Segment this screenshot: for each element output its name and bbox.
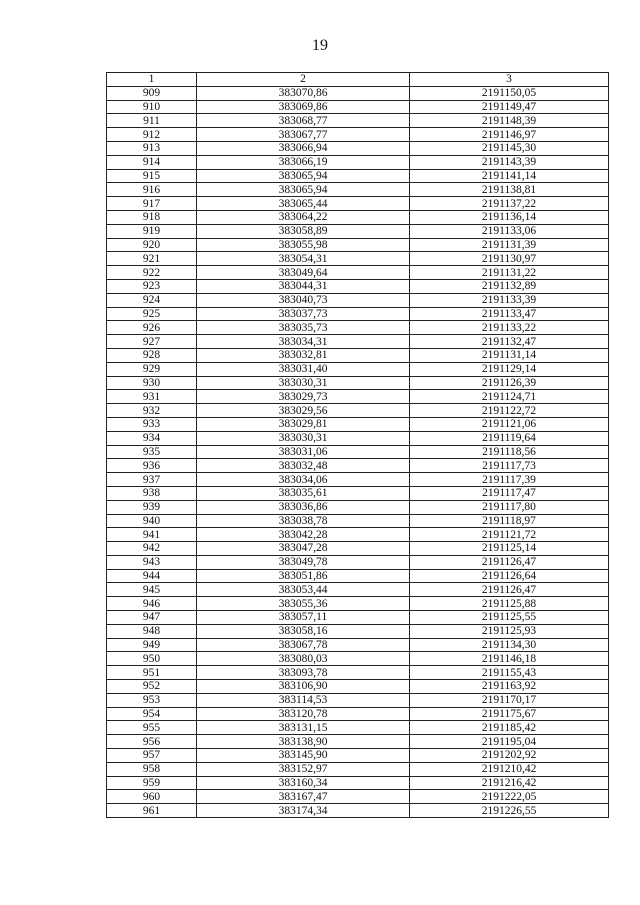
y-coordinate-cell: 2191125,88 bbox=[410, 597, 609, 611]
table-row bbox=[107, 597, 609, 611]
y-coordinate-cell: 2191119,64 bbox=[410, 431, 609, 445]
table-row bbox=[107, 335, 609, 349]
point-number-cell: 911 bbox=[107, 114, 197, 128]
point-number-cell: 921 bbox=[107, 252, 197, 266]
point-number-cell: 951 bbox=[107, 666, 197, 680]
table-row bbox=[107, 486, 609, 500]
point-number-cell: 929 bbox=[107, 362, 197, 376]
y-coordinate-cell: 2191155,43 bbox=[410, 666, 609, 680]
table-row bbox=[107, 348, 609, 362]
point-number-cell: 931 bbox=[107, 390, 197, 404]
x-coordinate-cell: 383080,03 bbox=[197, 652, 410, 666]
y-coordinate-cell: 2191122,72 bbox=[410, 404, 609, 418]
y-coordinate-cell: 2191143,39 bbox=[410, 155, 609, 169]
table-row bbox=[107, 169, 609, 183]
y-coordinate-cell: 2191133,06 bbox=[410, 224, 609, 238]
table-row bbox=[107, 624, 609, 638]
y-coordinate-cell: 2191210,42 bbox=[410, 762, 609, 776]
y-coordinate-cell: 2191131,39 bbox=[410, 238, 609, 252]
y-coordinate-cell: 2191118,56 bbox=[410, 445, 609, 459]
point-number-cell: 918 bbox=[107, 210, 197, 224]
point-number-cell: 920 bbox=[107, 238, 197, 252]
y-coordinate-cell: 2191125,93 bbox=[410, 624, 609, 638]
y-coordinate-cell: 2191131,22 bbox=[410, 266, 609, 280]
x-coordinate-cell: 383029,73 bbox=[197, 390, 410, 404]
y-coordinate-cell: 2191126,47 bbox=[410, 583, 609, 597]
table-row bbox=[107, 197, 609, 211]
y-coordinate-cell: 2191170,17 bbox=[410, 693, 609, 707]
table-row bbox=[107, 528, 609, 542]
table-body bbox=[107, 86, 609, 817]
point-number-cell: 955 bbox=[107, 721, 197, 735]
x-coordinate-cell: 383049,64 bbox=[197, 266, 410, 280]
table-row bbox=[107, 790, 609, 804]
y-coordinate-cell: 2191126,39 bbox=[410, 376, 609, 390]
y-coordinate-cell: 2191124,71 bbox=[410, 390, 609, 404]
y-coordinate-cell: 2191126,47 bbox=[410, 555, 609, 569]
table-row bbox=[107, 583, 609, 597]
table-row bbox=[107, 473, 609, 487]
point-number-cell: 953 bbox=[107, 693, 197, 707]
table-row bbox=[107, 266, 609, 280]
point-number-cell: 939 bbox=[107, 500, 197, 514]
x-coordinate-cell: 383067,78 bbox=[197, 638, 410, 652]
point-number-cell: 932 bbox=[107, 404, 197, 418]
y-coordinate-cell: 2191195,04 bbox=[410, 735, 609, 749]
table-row bbox=[107, 445, 609, 459]
y-coordinate-cell: 2191129,14 bbox=[410, 362, 609, 376]
table-header bbox=[107, 73, 609, 87]
y-coordinate-cell: 2191132,89 bbox=[410, 279, 609, 293]
x-coordinate-cell: 383068,77 bbox=[197, 114, 410, 128]
x-coordinate-cell: 383066,94 bbox=[197, 141, 410, 155]
x-coordinate-cell: 383057,11 bbox=[197, 611, 410, 625]
table-row bbox=[107, 362, 609, 376]
y-coordinate-cell: 2191132,47 bbox=[410, 335, 609, 349]
y-coordinate-cell: 2191163,92 bbox=[410, 680, 609, 694]
table-row bbox=[107, 514, 609, 528]
y-coordinate-cell: 2191133,22 bbox=[410, 321, 609, 335]
x-coordinate-cell: 383120,78 bbox=[197, 707, 410, 721]
point-number-cell: 919 bbox=[107, 224, 197, 238]
y-coordinate-cell: 2191133,39 bbox=[410, 293, 609, 307]
point-number-cell: 917 bbox=[107, 197, 197, 211]
x-coordinate-cell: 383029,56 bbox=[197, 404, 410, 418]
header-row bbox=[107, 73, 609, 87]
point-number-cell: 909 bbox=[107, 86, 197, 100]
point-number-cell: 934 bbox=[107, 431, 197, 445]
x-coordinate-cell: 383030,31 bbox=[197, 431, 410, 445]
table-row bbox=[107, 693, 609, 707]
point-number-cell: 944 bbox=[107, 569, 197, 583]
x-coordinate-cell: 383055,98 bbox=[197, 238, 410, 252]
table-row bbox=[107, 252, 609, 266]
table-row bbox=[107, 183, 609, 197]
x-coordinate-cell: 383044,31 bbox=[197, 279, 410, 293]
table-row bbox=[107, 638, 609, 652]
y-coordinate-cell: 2191136,14 bbox=[410, 210, 609, 224]
point-number-cell: 927 bbox=[107, 335, 197, 349]
x-coordinate-cell: 383035,61 bbox=[197, 486, 410, 500]
point-number-cell: 942 bbox=[107, 542, 197, 556]
point-number-cell: 937 bbox=[107, 473, 197, 487]
point-number-cell: 925 bbox=[107, 307, 197, 321]
table-row bbox=[107, 390, 609, 404]
table-row bbox=[107, 376, 609, 390]
y-coordinate-cell: 2191185,42 bbox=[410, 721, 609, 735]
point-number-cell: 945 bbox=[107, 583, 197, 597]
table-row bbox=[107, 749, 609, 763]
y-coordinate-cell: 2191130,97 bbox=[410, 252, 609, 266]
x-coordinate-cell: 383030,31 bbox=[197, 376, 410, 390]
table-row bbox=[107, 128, 609, 142]
x-coordinate-cell: 383049,78 bbox=[197, 555, 410, 569]
table-row bbox=[107, 155, 609, 169]
table-row bbox=[107, 210, 609, 224]
table-row bbox=[107, 321, 609, 335]
table-row bbox=[107, 707, 609, 721]
point-number-cell: 910 bbox=[107, 100, 197, 114]
table-row bbox=[107, 500, 609, 514]
y-coordinate-cell: 2191121,72 bbox=[410, 528, 609, 542]
table-row bbox=[107, 279, 609, 293]
x-coordinate-cell: 383029,81 bbox=[197, 417, 410, 431]
x-coordinate-cell: 383069,86 bbox=[197, 100, 410, 114]
y-coordinate-cell: 2191202,92 bbox=[410, 749, 609, 763]
point-number-cell: 923 bbox=[107, 279, 197, 293]
x-coordinate-cell: 383054,31 bbox=[197, 252, 410, 266]
x-coordinate-cell: 383055,36 bbox=[197, 597, 410, 611]
table-row bbox=[107, 776, 609, 790]
point-number-cell: 938 bbox=[107, 486, 197, 500]
column-header-x: 2 bbox=[197, 73, 410, 87]
y-coordinate-cell: 2191175,67 bbox=[410, 707, 609, 721]
table-row bbox=[107, 721, 609, 735]
table-row bbox=[107, 542, 609, 556]
y-coordinate-cell: 2191133,47 bbox=[410, 307, 609, 321]
table-row bbox=[107, 100, 609, 114]
point-number-cell: 960 bbox=[107, 790, 197, 804]
point-number-cell: 940 bbox=[107, 514, 197, 528]
point-number-cell: 941 bbox=[107, 528, 197, 542]
table-row bbox=[107, 611, 609, 625]
x-coordinate-cell: 383131,15 bbox=[197, 721, 410, 735]
y-coordinate-cell: 2191117,39 bbox=[410, 473, 609, 487]
y-coordinate-cell: 2191126,64 bbox=[410, 569, 609, 583]
page-number: 19 bbox=[312, 37, 328, 54]
table-row bbox=[107, 569, 609, 583]
point-number-cell: 947 bbox=[107, 611, 197, 625]
x-coordinate-cell: 383138,90 bbox=[197, 735, 410, 749]
table-row bbox=[107, 680, 609, 694]
point-number-cell: 948 bbox=[107, 624, 197, 638]
x-coordinate-cell: 383042,28 bbox=[197, 528, 410, 542]
x-coordinate-cell: 383114,53 bbox=[197, 693, 410, 707]
point-number-cell: 954 bbox=[107, 707, 197, 721]
y-coordinate-cell: 2191137,22 bbox=[410, 197, 609, 211]
x-coordinate-cell: 383032,48 bbox=[197, 459, 410, 473]
y-coordinate-cell: 2191146,97 bbox=[410, 128, 609, 142]
x-coordinate-cell: 383067,77 bbox=[197, 128, 410, 142]
x-coordinate-cell: 383031,40 bbox=[197, 362, 410, 376]
table-row bbox=[107, 555, 609, 569]
table-row bbox=[107, 141, 609, 155]
y-coordinate-cell: 2191148,39 bbox=[410, 114, 609, 128]
x-coordinate-cell: 383032,81 bbox=[197, 348, 410, 362]
table-row bbox=[107, 459, 609, 473]
y-coordinate-cell: 2191216,42 bbox=[410, 776, 609, 790]
x-coordinate-cell: 383036,86 bbox=[197, 500, 410, 514]
x-coordinate-cell: 383058,16 bbox=[197, 624, 410, 638]
y-coordinate-cell: 2191134,30 bbox=[410, 638, 609, 652]
point-number-cell: 957 bbox=[107, 749, 197, 763]
point-number-cell: 961 bbox=[107, 804, 197, 818]
point-number-cell: 922 bbox=[107, 266, 197, 280]
y-coordinate-cell: 2191141,14 bbox=[410, 169, 609, 183]
y-coordinate-cell: 2191146,18 bbox=[410, 652, 609, 666]
point-number-cell: 950 bbox=[107, 652, 197, 666]
table-row bbox=[107, 735, 609, 749]
y-coordinate-cell: 2191118,97 bbox=[410, 514, 609, 528]
y-coordinate-cell: 2191125,14 bbox=[410, 542, 609, 556]
x-coordinate-cell: 383066,19 bbox=[197, 155, 410, 169]
table-row bbox=[107, 86, 609, 100]
y-coordinate-cell: 2191131,14 bbox=[410, 348, 609, 362]
point-number-cell: 956 bbox=[107, 735, 197, 749]
x-coordinate-cell: 383167,47 bbox=[197, 790, 410, 804]
x-coordinate-cell: 383065,94 bbox=[197, 169, 410, 183]
table-row bbox=[107, 431, 609, 445]
y-coordinate-cell: 2191125,55 bbox=[410, 611, 609, 625]
y-coordinate-cell: 2191145,30 bbox=[410, 141, 609, 155]
point-number-cell: 914 bbox=[107, 155, 197, 169]
table-row bbox=[107, 238, 609, 252]
point-number-cell: 935 bbox=[107, 445, 197, 459]
x-coordinate-cell: 383034,06 bbox=[197, 473, 410, 487]
x-coordinate-cell: 383035,73 bbox=[197, 321, 410, 335]
y-coordinate-cell: 2191121,06 bbox=[410, 417, 609, 431]
x-coordinate-cell: 383064,22 bbox=[197, 210, 410, 224]
column-header-y: 3 bbox=[410, 73, 609, 87]
column-header-point-number: 1 bbox=[107, 73, 197, 87]
table-row bbox=[107, 762, 609, 776]
x-coordinate-cell: 383152,97 bbox=[197, 762, 410, 776]
x-coordinate-cell: 383038,78 bbox=[197, 514, 410, 528]
table-row bbox=[107, 666, 609, 680]
y-coordinate-cell: 2191150,05 bbox=[410, 86, 609, 100]
table-row bbox=[107, 652, 609, 666]
y-coordinate-cell: 2191149,47 bbox=[410, 100, 609, 114]
table-row bbox=[107, 293, 609, 307]
table-row bbox=[107, 804, 609, 818]
table-row bbox=[107, 404, 609, 418]
table-row bbox=[107, 307, 609, 321]
point-number-cell: 933 bbox=[107, 417, 197, 431]
point-number-cell: 952 bbox=[107, 680, 197, 694]
x-coordinate-cell: 383093,78 bbox=[197, 666, 410, 680]
y-coordinate-cell: 2191117,80 bbox=[410, 500, 609, 514]
x-coordinate-cell: 383034,31 bbox=[197, 335, 410, 349]
y-coordinate-cell: 2191117,73 bbox=[410, 459, 609, 473]
x-coordinate-cell: 383037,73 bbox=[197, 307, 410, 321]
x-coordinate-cell: 383051,86 bbox=[197, 569, 410, 583]
x-coordinate-cell: 383070,86 bbox=[197, 86, 410, 100]
table-row bbox=[107, 417, 609, 431]
x-coordinate-cell: 383058,89 bbox=[197, 224, 410, 238]
x-coordinate-cell: 383145,90 bbox=[197, 749, 410, 763]
y-coordinate-cell: 2191138,81 bbox=[410, 183, 609, 197]
x-coordinate-cell: 383174,34 bbox=[197, 804, 410, 818]
point-number-cell: 924 bbox=[107, 293, 197, 307]
y-coordinate-cell: 2191226,55 bbox=[410, 804, 609, 818]
point-number-cell: 913 bbox=[107, 141, 197, 155]
x-coordinate-cell: 383160,34 bbox=[197, 776, 410, 790]
point-number-cell: 958 bbox=[107, 762, 197, 776]
point-number-cell: 926 bbox=[107, 321, 197, 335]
point-number-cell: 959 bbox=[107, 776, 197, 790]
table-row bbox=[107, 114, 609, 128]
x-coordinate-cell: 383106,90 bbox=[197, 680, 410, 694]
point-number-cell: 930 bbox=[107, 376, 197, 390]
table-row bbox=[107, 224, 609, 238]
point-number-cell: 912 bbox=[107, 128, 197, 142]
point-number-cell: 915 bbox=[107, 169, 197, 183]
point-number-cell: 943 bbox=[107, 555, 197, 569]
x-coordinate-cell: 383040,73 bbox=[197, 293, 410, 307]
y-coordinate-cell: 2191117,47 bbox=[410, 486, 609, 500]
point-number-cell: 949 bbox=[107, 638, 197, 652]
point-number-cell: 946 bbox=[107, 597, 197, 611]
coordinates-table bbox=[106, 72, 609, 818]
x-coordinate-cell: 383031,06 bbox=[197, 445, 410, 459]
x-coordinate-cell: 383047,28 bbox=[197, 542, 410, 556]
x-coordinate-cell: 383065,94 bbox=[197, 183, 410, 197]
x-coordinate-cell: 383053,44 bbox=[197, 583, 410, 597]
point-number-cell: 928 bbox=[107, 348, 197, 362]
point-number-cell: 936 bbox=[107, 459, 197, 473]
point-number-cell: 916 bbox=[107, 183, 197, 197]
y-coordinate-cell: 2191222,05 bbox=[410, 790, 609, 804]
x-coordinate-cell: 383065,44 bbox=[197, 197, 410, 211]
